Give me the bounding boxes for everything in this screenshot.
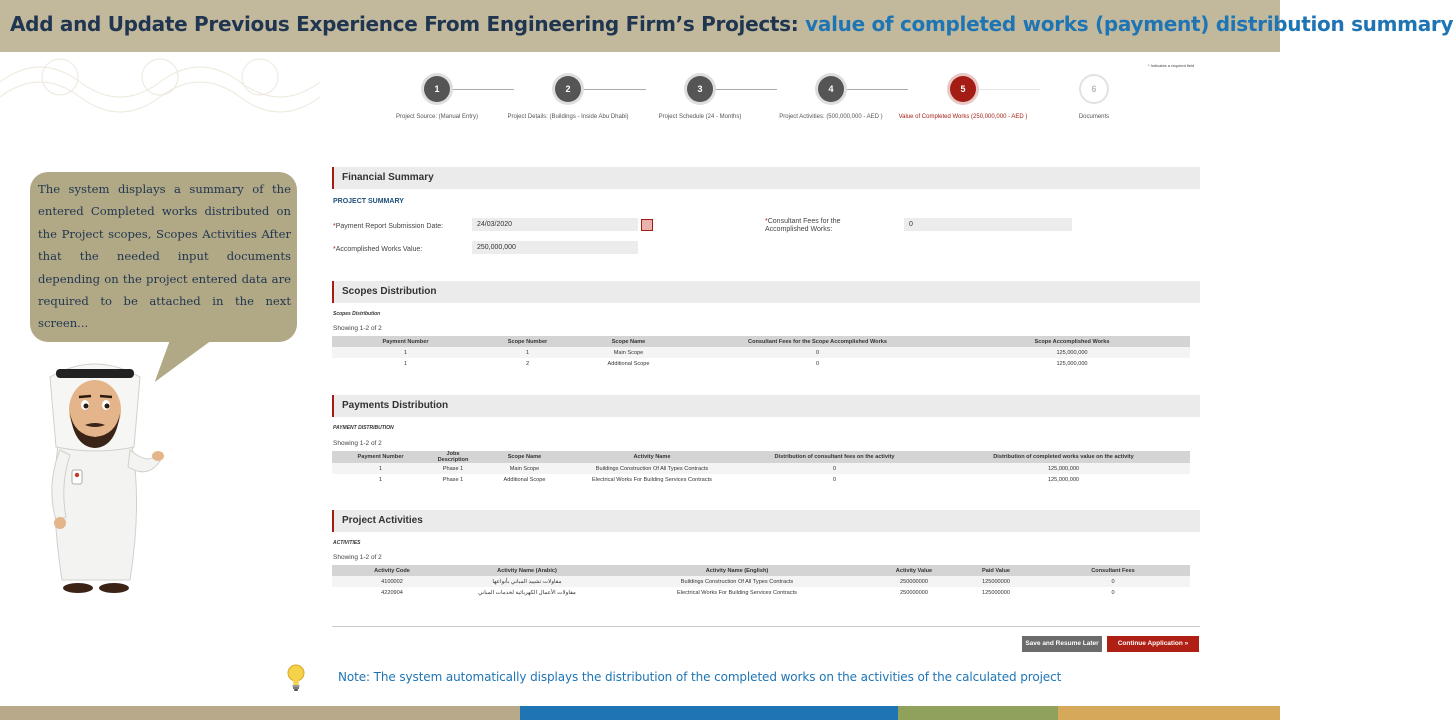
step-label: Project Details: (Buildings - Inside Abu Dhabi) xyxy=(507,114,629,120)
activities-subtitle: ACTIVITIES xyxy=(333,540,361,546)
table-row xyxy=(332,587,1190,598)
table-row xyxy=(332,463,1190,474)
column-header[interactable]: Scope Accomplished Works xyxy=(954,336,1190,347)
table-row xyxy=(332,474,1190,485)
table-header-row xyxy=(332,565,1190,576)
table-cell: Additional Scope xyxy=(503,476,546,483)
step-2[interactable] xyxy=(503,76,633,121)
section-title: Project Activities xyxy=(342,515,423,526)
step-number: 2 xyxy=(555,76,581,102)
step-3[interactable] xyxy=(635,76,765,121)
table-cell: 0 xyxy=(732,463,937,474)
column-header[interactable]: Paid Value xyxy=(956,565,1036,576)
project-summary-subtitle: PROJECT SUMMARY xyxy=(333,198,404,205)
section-title: Scopes Distribution xyxy=(342,286,437,297)
step-number: 3 xyxy=(687,76,713,102)
step-number: 1 xyxy=(424,76,450,102)
table-cell: Phase 1 xyxy=(429,463,477,474)
step-5[interactable] xyxy=(898,76,1028,121)
table-cell: Electrical Works For Building Services Contracts xyxy=(592,476,712,483)
accomplished-works-label: *Accomplished Works Value: xyxy=(333,246,423,253)
table-cell: 1 xyxy=(479,347,576,358)
table-row xyxy=(332,358,1190,369)
column-header[interactable]: Scope Name xyxy=(477,451,572,463)
column-header[interactable]: Payment Number xyxy=(332,451,429,463)
step-label: Value of Completed Works (250,000,000 - AED ) xyxy=(898,114,1028,120)
table-cell: 125,000,000 xyxy=(937,463,1190,474)
table-cell: مقاولات الأعمال الكهربائية لخدمات المباني xyxy=(478,589,576,596)
lightbulb-icon xyxy=(287,664,305,692)
scopes-subtitle: Scopes Distribution xyxy=(333,311,381,317)
step-label: Project Source: (Manual Entry) xyxy=(395,114,479,120)
table-cell: 1 xyxy=(403,360,408,367)
section-title: Financial Summary xyxy=(342,172,434,183)
step-4[interactable] xyxy=(766,76,896,121)
table-cell: 1 xyxy=(378,476,383,483)
table-cell: 250000000 xyxy=(900,589,928,596)
table-cell: 1 xyxy=(332,347,479,358)
column-header[interactable]: Activity Code xyxy=(332,565,452,576)
payments-subtitle: PAYMENT DISTRIBUTION xyxy=(333,425,394,431)
step-6[interactable] xyxy=(1029,76,1159,121)
activities-showing-count: Showing 1-2 of 2 xyxy=(333,554,382,561)
table-cell: 2 xyxy=(525,360,530,367)
column-header[interactable]: Scope Number xyxy=(479,336,576,347)
table-cell: Buildings Construction Of All Types Contracts xyxy=(572,463,732,474)
bubble-text: The system displays a summary of the entered Completed works distributed on the Project scopes, Scopes Activities After that the needed input documents depending on the project entered data are required to be attached in the next screen... xyxy=(38,182,291,331)
payment-date-field[interactable]: 24/03/2020 xyxy=(472,218,638,231)
scopes-table xyxy=(332,336,1190,369)
financial-summary-header xyxy=(332,167,1200,189)
table-cell: Main Scope xyxy=(477,463,572,474)
table-cell: 0 xyxy=(832,476,837,483)
consultant-fees-label: *Consultant Fees for the Accomplished Works: xyxy=(765,218,841,233)
scopes-distribution-header xyxy=(332,281,1200,303)
column-header[interactable]: Activity Name (Arabic) xyxy=(452,565,602,576)
title-banner xyxy=(0,0,1453,52)
column-header[interactable]: Consultant Fees for the Scope Accomplished Works xyxy=(681,336,954,347)
column-header[interactable]: Activity Value xyxy=(872,565,956,576)
arabesque-decoration xyxy=(0,52,320,112)
table-cell: Main Scope xyxy=(576,347,681,358)
column-header[interactable]: Jobs Description xyxy=(429,451,477,463)
scopes-showing-count: Showing 1-2 of 2 xyxy=(333,325,382,332)
table-header-row xyxy=(332,451,1190,463)
consultant-fees-field[interactable]: 0 xyxy=(904,218,1072,231)
required-field-note: * Indicates a required field xyxy=(1148,63,1195,68)
step-label: Documents xyxy=(1078,114,1110,120)
save-and-resume-button[interactable]: Save and Resume Later xyxy=(1022,636,1102,652)
table-cell: 125,000,000 xyxy=(1056,360,1088,367)
calendar-icon[interactable] xyxy=(641,219,653,231)
column-header[interactable]: Consultant Fees xyxy=(1036,565,1190,576)
table-cell: 0 xyxy=(681,347,954,358)
column-header[interactable]: Activity Name xyxy=(572,451,732,463)
step-label: Project Activities: (500,000,000 - AED ) xyxy=(779,114,883,120)
table-header-row xyxy=(332,336,1190,347)
table-cell: 125,000,000 xyxy=(954,347,1190,358)
activities-table xyxy=(332,565,1190,598)
footer-stripe xyxy=(0,706,520,720)
project-activities-header xyxy=(332,510,1200,532)
page-title xyxy=(10,12,1453,36)
table-cell: 0 xyxy=(815,360,820,367)
table-row xyxy=(332,576,1190,587)
column-header[interactable]: Payment Number xyxy=(332,336,479,347)
step-1[interactable] xyxy=(372,76,502,121)
continue-application-button[interactable]: Continue Application » xyxy=(1107,636,1199,652)
form-divider xyxy=(332,626,1200,627)
section-title: Payments Distribution xyxy=(342,400,449,411)
title-main: Add and Update Previous Experience From Engineering Firm’s Projects: xyxy=(10,12,806,36)
payments-table xyxy=(332,451,1190,485)
table-row xyxy=(332,347,1190,358)
table-cell: مقاولات تشييد المباني بأنواعها xyxy=(452,576,602,587)
table-cell: 1 xyxy=(332,463,429,474)
payments-showing-count: Showing 1-2 of 2 xyxy=(333,440,382,447)
payments-distribution-header xyxy=(332,395,1200,417)
guide-character xyxy=(30,355,170,605)
footer-stripe xyxy=(898,706,1058,720)
table-cell: 0 xyxy=(1111,589,1115,596)
column-header[interactable]: Distribution of completed works value on the activity xyxy=(937,451,1190,463)
column-header[interactable]: Scope Name xyxy=(576,336,681,347)
table-cell: 125000000 xyxy=(956,576,1036,587)
wizard-stepper xyxy=(380,76,1160,136)
payment-date-label: *Payment Report Submission Date: xyxy=(333,223,444,230)
step-label: Project Schedule (24 - Months) xyxy=(658,114,742,120)
column-header[interactable]: Activity Name (English) xyxy=(602,565,872,576)
step-number: 5 xyxy=(950,76,976,102)
step-number: 6 xyxy=(1081,76,1107,102)
speech-bubble xyxy=(30,172,297,342)
table-cell: Phase 1 xyxy=(442,476,464,483)
table-cell: 4100002 xyxy=(332,576,452,587)
note-text: Note: The system automatically displays the distribution of the completed works on the activities of the calculated project xyxy=(338,670,1062,684)
footer-stripe xyxy=(1058,706,1280,720)
step-number: 4 xyxy=(818,76,844,102)
table-cell: Buildings Construction Of All Types Contracts xyxy=(602,576,872,587)
footer-stripe xyxy=(520,706,898,720)
table-cell: 250000000 xyxy=(872,576,956,587)
table-cell: Additional Scope xyxy=(607,360,650,367)
table-cell: 125,000,000 xyxy=(1047,476,1080,483)
table-cell: Electrical Works For Building Services Contracts xyxy=(677,589,797,596)
table-cell: 4220904 xyxy=(381,589,403,596)
table-cell: 0 xyxy=(1036,576,1190,587)
column-header[interactable]: Distribution of consultant fees on the activity xyxy=(732,451,937,463)
accomplished-works-field[interactable]: 250,000,000 xyxy=(472,241,638,254)
table-cell: 125000000 xyxy=(982,589,1010,596)
title-highlight: value of completed works (payment) distribution summary xyxy=(805,12,1453,36)
